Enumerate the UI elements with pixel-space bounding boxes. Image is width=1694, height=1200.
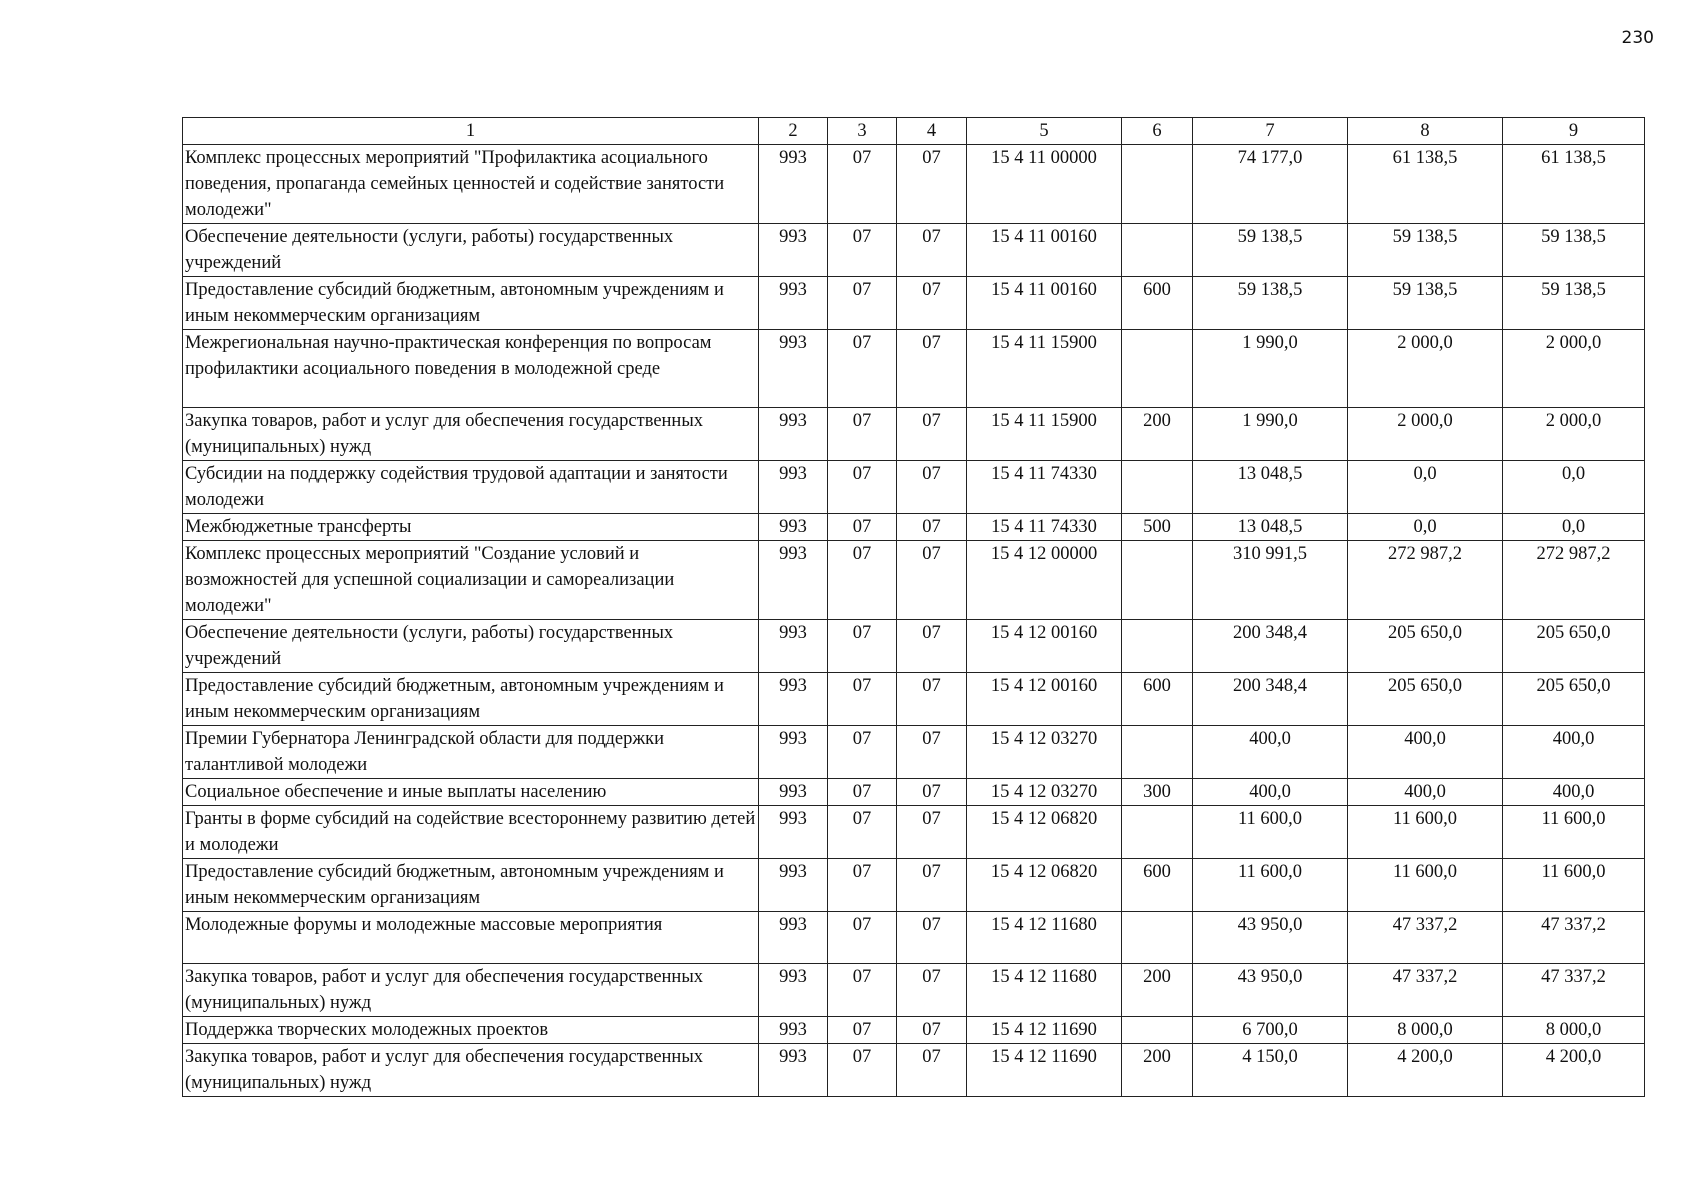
expense-type-cell: 600 — [1122, 673, 1193, 726]
value-col7-cell: 1 990,0 — [1193, 408, 1348, 461]
header-cell: 6 — [1122, 118, 1193, 145]
target-code-cell: 15 4 12 00160 — [967, 620, 1122, 673]
target-code-cell: 15 4 12 03270 — [967, 726, 1122, 779]
table-row — [183, 541, 1645, 620]
expense-type-cell — [1122, 806, 1193, 859]
value-col8-cell: 2 000,0 — [1348, 330, 1503, 408]
code-2-cell: 993 — [759, 964, 828, 1017]
value-col8-cell: 11 600,0 — [1348, 859, 1503, 912]
value-col7-cell: 4 150,0 — [1193, 1044, 1348, 1097]
value-col8-cell: 47 337,2 — [1348, 912, 1503, 964]
target-code-cell: 15 4 11 00000 — [967, 145, 1122, 224]
table-body — [183, 145, 1645, 1097]
expense-type-cell — [1122, 726, 1193, 779]
value-col9-cell: 61 138,5 — [1503, 145, 1645, 224]
code-2-cell: 993 — [759, 726, 828, 779]
code-3-cell: 07 — [828, 541, 897, 620]
table-row — [183, 461, 1645, 514]
expense-type-cell: 200 — [1122, 964, 1193, 1017]
value-col8-cell: 59 138,5 — [1348, 224, 1503, 277]
row-name-cell: Предоставление субсидий бюджетным, автономным учреждениям и иным некоммерческим организациям — [183, 859, 759, 912]
target-code-cell: 15 4 12 11690 — [967, 1017, 1122, 1044]
header-cell: 4 — [897, 118, 967, 145]
code-3-cell: 07 — [828, 461, 897, 514]
code-4-cell: 07 — [897, 224, 967, 277]
header-cell: 2 — [759, 118, 828, 145]
table-row — [183, 912, 1645, 964]
table-row — [183, 1044, 1645, 1097]
value-col7-cell: 59 138,5 — [1193, 224, 1348, 277]
header-cell: 8 — [1348, 118, 1503, 145]
value-col8-cell: 8 000,0 — [1348, 1017, 1503, 1044]
value-col9-cell: 400,0 — [1503, 779, 1645, 806]
value-col7-cell: 43 950,0 — [1193, 964, 1348, 1017]
value-col8-cell: 400,0 — [1348, 779, 1503, 806]
code-2-cell: 993 — [759, 461, 828, 514]
table-row — [183, 224, 1645, 277]
value-col7-cell: 13 048,5 — [1193, 461, 1348, 514]
header-cell: 1 — [183, 118, 759, 145]
budget-table — [182, 117, 1645, 1097]
target-code-cell: 15 4 12 11680 — [967, 964, 1122, 1017]
code-4-cell: 07 — [897, 1017, 967, 1044]
expense-type-cell: 600 — [1122, 277, 1193, 330]
value-col7-cell: 400,0 — [1193, 726, 1348, 779]
row-name-cell: Предоставление субсидий бюджетным, автономным учреждениям и иным некоммерческим организациям — [183, 673, 759, 726]
row-name-cell: Закупка товаров, работ и услуг для обеспечения государственных (муниципальных) нужд — [183, 408, 759, 461]
table-row — [183, 964, 1645, 1017]
expense-type-cell — [1122, 541, 1193, 620]
value-col7-cell: 6 700,0 — [1193, 1017, 1348, 1044]
value-col7-cell: 13 048,5 — [1193, 514, 1348, 541]
code-3-cell: 07 — [828, 806, 897, 859]
code-3-cell: 07 — [828, 673, 897, 726]
target-code-cell: 15 4 12 00000 — [967, 541, 1122, 620]
header-cell: 5 — [967, 118, 1122, 145]
code-3-cell: 07 — [828, 912, 897, 964]
value-col9-cell: 400,0 — [1503, 726, 1645, 779]
expense-type-cell: 600 — [1122, 859, 1193, 912]
row-name-cell: Закупка товаров, работ и услуг для обеспечения государственных (муниципальных) нужд — [183, 964, 759, 1017]
code-3-cell: 07 — [828, 1044, 897, 1097]
target-code-cell: 15 4 12 03270 — [967, 779, 1122, 806]
code-2-cell: 993 — [759, 1017, 828, 1044]
value-col8-cell: 205 650,0 — [1348, 673, 1503, 726]
code-3-cell: 07 — [828, 859, 897, 912]
code-2-cell: 993 — [759, 1044, 828, 1097]
value-col9-cell: 4 200,0 — [1503, 1044, 1645, 1097]
code-3-cell: 07 — [828, 964, 897, 1017]
table-row — [183, 514, 1645, 541]
code-4-cell: 07 — [897, 912, 967, 964]
code-4-cell: 07 — [897, 408, 967, 461]
code-3-cell: 07 — [828, 224, 897, 277]
code-3-cell: 07 — [828, 1017, 897, 1044]
row-name-cell: Социальное обеспечение и иные выплаты населению — [183, 779, 759, 806]
value-col7-cell: 200 348,4 — [1193, 673, 1348, 726]
expense-type-cell: 200 — [1122, 408, 1193, 461]
code-2-cell: 993 — [759, 408, 828, 461]
table-row — [183, 726, 1645, 779]
target-code-cell: 15 4 12 11690 — [967, 1044, 1122, 1097]
code-3-cell: 07 — [828, 408, 897, 461]
header-cell: 7 — [1193, 118, 1348, 145]
header-cell: 3 — [828, 118, 897, 145]
code-4-cell: 07 — [897, 1044, 967, 1097]
expense-type-cell — [1122, 330, 1193, 408]
code-2-cell: 993 — [759, 277, 828, 330]
value-col9-cell: 272 987,2 — [1503, 541, 1645, 620]
code-3-cell: 07 — [828, 779, 897, 806]
value-col8-cell: 0,0 — [1348, 461, 1503, 514]
code-2-cell: 993 — [759, 145, 828, 224]
row-name-cell: Комплекс процессных мероприятий "Профилактика асоциального поведения, пропаганда семейных ценностей и содействие занятости молодежи" — [183, 145, 759, 224]
expense-type-cell — [1122, 912, 1193, 964]
expense-type-cell — [1122, 224, 1193, 277]
table-row — [183, 779, 1645, 806]
code-4-cell: 07 — [897, 620, 967, 673]
expense-type-cell — [1122, 620, 1193, 673]
value-col9-cell: 0,0 — [1503, 514, 1645, 541]
row-name-cell: Субсидии на поддержку содействия трудовой адаптации и занятости молодежи — [183, 461, 759, 514]
value-col7-cell: 74 177,0 — [1193, 145, 1348, 224]
value-col9-cell: 11 600,0 — [1503, 806, 1645, 859]
row-name-cell: Гранты в форме субсидий на содействие всестороннему развитию детей и молодежи — [183, 806, 759, 859]
value-col8-cell: 272 987,2 — [1348, 541, 1503, 620]
code-2-cell: 993 — [759, 912, 828, 964]
value-col8-cell: 47 337,2 — [1348, 964, 1503, 1017]
expense-type-cell — [1122, 461, 1193, 514]
value-col7-cell: 43 950,0 — [1193, 912, 1348, 964]
expense-type-cell: 300 — [1122, 779, 1193, 806]
target-code-cell: 15 4 11 15900 — [967, 330, 1122, 408]
expense-type-cell — [1122, 145, 1193, 224]
row-name-cell: Премии Губернатора Ленинградской области для поддержки талантливой молодежи — [183, 726, 759, 779]
header-row — [183, 118, 1645, 145]
code-3-cell: 07 — [828, 620, 897, 673]
row-name-cell: Предоставление субсидий бюджетным, автономным учреждениям и иным некоммерческим организациям — [183, 277, 759, 330]
value-col7-cell: 59 138,5 — [1193, 277, 1348, 330]
row-name-cell: Межрегиональная научно-практическая конференция по вопросам профилактики асоциального поведения в молодежной среде — [183, 330, 759, 408]
code-2-cell: 993 — [759, 779, 828, 806]
value-col9-cell: 205 650,0 — [1503, 673, 1645, 726]
code-2-cell: 993 — [759, 859, 828, 912]
row-name-cell: Межбюджетные трансферты — [183, 514, 759, 541]
code-3-cell: 07 — [828, 726, 897, 779]
code-4-cell: 07 — [897, 726, 967, 779]
table-row — [183, 145, 1645, 224]
code-2-cell: 993 — [759, 673, 828, 726]
target-code-cell: 15 4 11 15900 — [967, 408, 1122, 461]
row-name-cell: Комплекс процессных мероприятий "Создание условий и возможностей для успешной социализации и самореализации молодежи" — [183, 541, 759, 620]
value-col8-cell: 61 138,5 — [1348, 145, 1503, 224]
value-col8-cell: 4 200,0 — [1348, 1044, 1503, 1097]
value-col8-cell: 205 650,0 — [1348, 620, 1503, 673]
row-name-cell: Молодежные форумы и молодежные массовые мероприятия — [183, 912, 759, 964]
target-code-cell: 15 4 12 00160 — [967, 673, 1122, 726]
code-3-cell: 07 — [828, 277, 897, 330]
row-name-cell: Обеспечение деятельности (услуги, работы) государственных учреждений — [183, 620, 759, 673]
table-row — [183, 620, 1645, 673]
target-code-cell: 15 4 12 11680 — [967, 912, 1122, 964]
code-2-cell: 993 — [759, 806, 828, 859]
value-col7-cell: 11 600,0 — [1193, 859, 1348, 912]
value-col9-cell: 59 138,5 — [1503, 277, 1645, 330]
value-col7-cell: 1 990,0 — [1193, 330, 1348, 408]
table-row — [183, 277, 1645, 330]
code-4-cell: 07 — [897, 859, 967, 912]
value-col8-cell: 2 000,0 — [1348, 408, 1503, 461]
value-col7-cell: 400,0 — [1193, 779, 1348, 806]
code-3-cell: 07 — [828, 514, 897, 541]
target-code-cell: 15 4 12 06820 — [967, 806, 1122, 859]
code-4-cell: 07 — [897, 277, 967, 330]
code-2-cell: 993 — [759, 330, 828, 408]
value-col7-cell: 310 991,5 — [1193, 541, 1348, 620]
target-code-cell: 15 4 11 00160 — [967, 277, 1122, 330]
value-col9-cell: 8 000,0 — [1503, 1017, 1645, 1044]
expense-type-cell: 200 — [1122, 1044, 1193, 1097]
row-name-cell: Закупка товаров, работ и услуг для обеспечения государственных (муниципальных) нужд — [183, 1044, 759, 1097]
table-row — [183, 806, 1645, 859]
target-code-cell: 15 4 12 06820 — [967, 859, 1122, 912]
target-code-cell: 15 4 11 74330 — [967, 461, 1122, 514]
value-col9-cell: 0,0 — [1503, 461, 1645, 514]
value-col7-cell: 200 348,4 — [1193, 620, 1348, 673]
table-row — [183, 330, 1645, 408]
code-4-cell: 07 — [897, 964, 967, 1017]
code-2-cell: 993 — [759, 620, 828, 673]
header-cell: 9 — [1503, 118, 1645, 145]
value-col8-cell: 11 600,0 — [1348, 806, 1503, 859]
target-code-cell: 15 4 11 00160 — [967, 224, 1122, 277]
code-4-cell: 07 — [897, 330, 967, 408]
table-row — [183, 408, 1645, 461]
row-name-cell: Поддержка творческих молодежных проектов — [183, 1017, 759, 1044]
code-4-cell: 07 — [897, 541, 967, 620]
row-name-cell: Обеспечение деятельности (услуги, работы) государственных учреждений — [183, 224, 759, 277]
code-2-cell: 993 — [759, 514, 828, 541]
expense-type-cell — [1122, 1017, 1193, 1044]
code-4-cell: 07 — [897, 514, 967, 541]
code-4-cell: 07 — [897, 779, 967, 806]
value-col9-cell: 205 650,0 — [1503, 620, 1645, 673]
value-col9-cell: 47 337,2 — [1503, 912, 1645, 964]
page-number: 230 — [1621, 28, 1654, 48]
value-col9-cell: 59 138,5 — [1503, 224, 1645, 277]
expense-type-cell: 500 — [1122, 514, 1193, 541]
code-2-cell: 993 — [759, 541, 828, 620]
code-4-cell: 07 — [897, 461, 967, 514]
target-code-cell: 15 4 11 74330 — [967, 514, 1122, 541]
code-2-cell: 993 — [759, 224, 828, 277]
value-col7-cell: 11 600,0 — [1193, 806, 1348, 859]
table-row — [183, 859, 1645, 912]
code-3-cell: 07 — [828, 145, 897, 224]
value-col9-cell: 2 000,0 — [1503, 408, 1645, 461]
value-col9-cell: 47 337,2 — [1503, 964, 1645, 1017]
value-col8-cell: 0,0 — [1348, 514, 1503, 541]
value-col9-cell: 11 600,0 — [1503, 859, 1645, 912]
code-3-cell: 07 — [828, 330, 897, 408]
code-4-cell: 07 — [897, 806, 967, 859]
table-row — [183, 673, 1645, 726]
value-col8-cell: 59 138,5 — [1348, 277, 1503, 330]
value-col8-cell: 400,0 — [1348, 726, 1503, 779]
code-4-cell: 07 — [897, 145, 967, 224]
table-row — [183, 1017, 1645, 1044]
code-4-cell: 07 — [897, 673, 967, 726]
value-col9-cell: 2 000,0 — [1503, 330, 1645, 408]
